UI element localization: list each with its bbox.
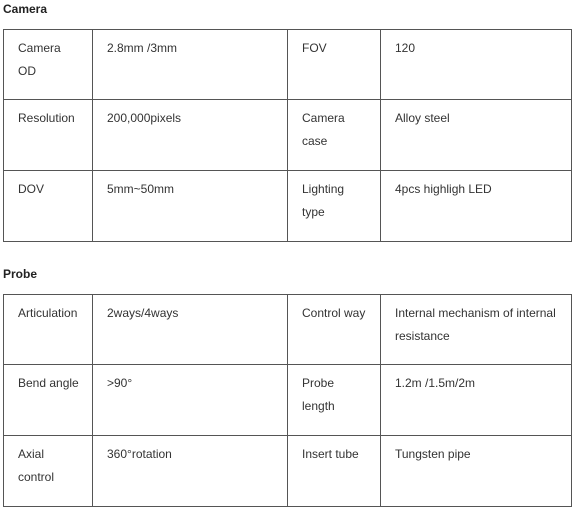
spec-value: 200,000pixels: [93, 100, 288, 171]
probe-spec-table: [3, 294, 572, 507]
spec-label: Resolution: [4, 100, 93, 171]
table-row: [4, 295, 572, 365]
table-row: [4, 100, 572, 171]
spec-value: 2ways/4ways: [93, 295, 288, 365]
spec-label: Camera OD: [4, 30, 93, 100]
spec-value: 120: [381, 30, 572, 100]
spec-label: Control way: [288, 295, 381, 365]
camera-spec-table: [3, 29, 572, 242]
spec-label: Lighting type: [288, 171, 381, 242]
spec-label: Bend angle: [4, 365, 93, 436]
spec-label: Insert tube: [288, 436, 381, 507]
spec-label: DOV: [4, 171, 93, 242]
spec-label: Articulation: [4, 295, 93, 365]
spec-label: FOV: [288, 30, 381, 100]
spec-label: Camera case: [288, 100, 381, 171]
section-heading-probe: Probe: [3, 267, 38, 281]
table-row: [4, 436, 572, 507]
table-row: [4, 365, 572, 436]
spec-value: 2.8mm /3mm: [93, 30, 288, 100]
spec-label: Axial control: [4, 436, 93, 507]
spec-value: 360°rotation: [93, 436, 288, 507]
spec-value: >90°: [93, 365, 288, 436]
spec-value: 4pcs highligh LED: [381, 171, 572, 242]
section-heading-camera: Camera: [3, 2, 48, 16]
table-row: [4, 30, 572, 100]
spec-value: Alloy steel: [381, 100, 572, 171]
spec-value: 5mm~50mm: [93, 171, 288, 242]
spec-value: Internal mechanism of internal resistance: [381, 295, 572, 365]
spec-value: Tungsten pipe: [381, 436, 572, 507]
spec-value: 1.2m /1.5m/2m: [381, 365, 572, 436]
spec-label: Probe length: [288, 365, 381, 436]
table-row: [4, 171, 572, 242]
